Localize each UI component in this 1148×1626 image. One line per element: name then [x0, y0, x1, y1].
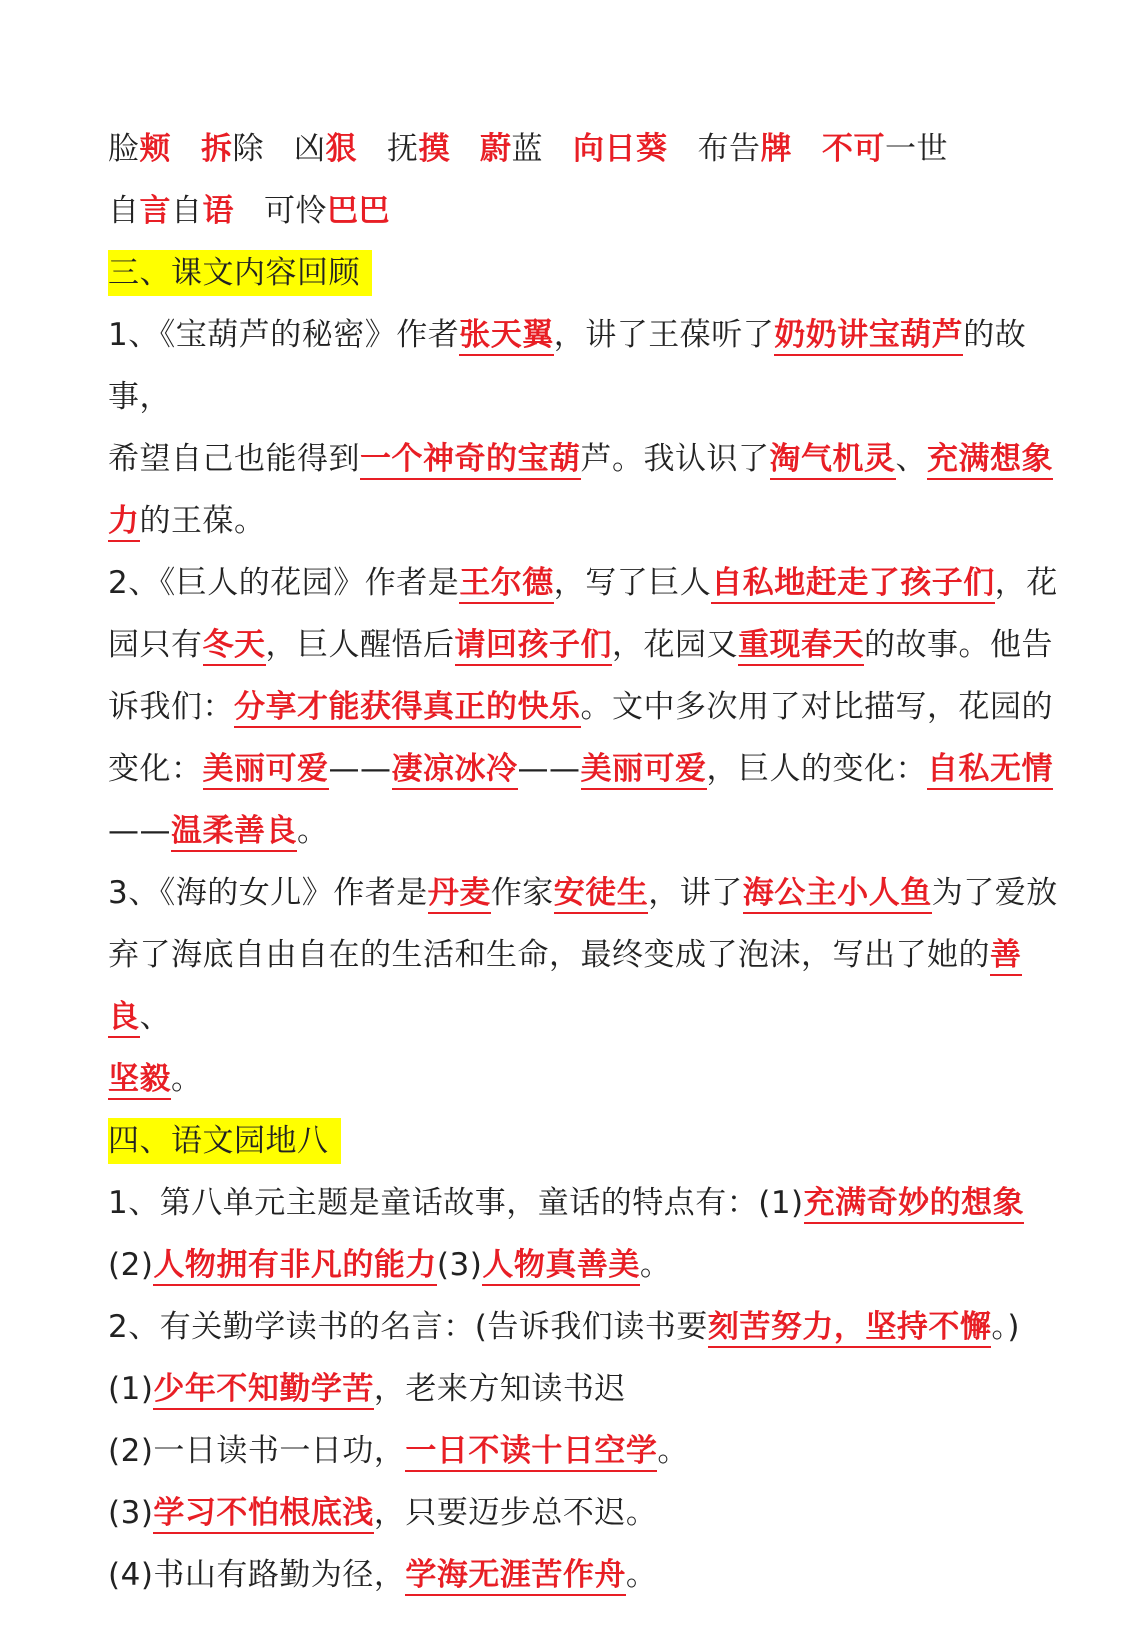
word-red: 不可 — [822, 131, 885, 167]
answer: 凄凉冰冷 — [392, 751, 518, 790]
answer: 善良 — [108, 937, 1022, 1038]
text: ，巨人醒悟后 — [265, 627, 455, 663]
text: —— — [517, 751, 581, 787]
text: 。文中多次用了对比描写，花园的 — [580, 689, 1053, 725]
vocab-word — [264, 193, 390, 229]
text: 。 — [625, 1557, 658, 1593]
section-3-paragraph-1 — [108, 304, 1083, 552]
section-3-heading: 三、课文内容回顾 — [108, 250, 372, 296]
text: 。 — [639, 1247, 672, 1283]
section-3-paragraph-2 — [108, 552, 1083, 862]
answer: 美丽可爱 — [203, 751, 329, 790]
text: —— — [328, 751, 392, 787]
section-3-heading-row — [108, 242, 1083, 304]
text: 为了爱放 — [931, 875, 1058, 911]
word-red: 语 — [202, 193, 234, 229]
section-4-heading: 四、语文园地八 — [108, 1118, 341, 1164]
answer: 淘气机灵 — [770, 441, 896, 480]
word-plain: 脸 — [108, 131, 140, 167]
answer: 温柔善良 — [171, 813, 297, 852]
vocab-line-1 — [108, 118, 1083, 180]
text: ，讲了 — [648, 875, 743, 911]
text: 芦。我认识了 — [580, 441, 770, 477]
word-plain: 蓝 — [511, 131, 543, 167]
word-red: 狠 — [325, 131, 357, 167]
text: ，讲了王葆听了 — [553, 317, 775, 353]
answer: 学海无涯苦作舟 — [405, 1557, 626, 1596]
word-red: 言 — [139, 193, 171, 229]
quote-4 — [108, 1544, 1083, 1606]
text: 。 — [297, 813, 329, 849]
text: 诉我们： — [108, 689, 234, 725]
word-plain: 可怜 — [264, 193, 327, 229]
answer: 自私地赶走了孩子们 — [711, 565, 995, 604]
quote-1 — [108, 1358, 1083, 1420]
text: 弃了海底自由自在的生活和生命，最终变成了泡沫，写出了她的 — [108, 937, 990, 973]
text: ，花园又 — [612, 627, 738, 663]
answer: 力 — [108, 503, 140, 542]
text: 变化： — [108, 751, 203, 787]
word-plain: 抚 — [387, 131, 419, 167]
text: 、 — [139, 999, 171, 1035]
text: ，巨人的变化： — [706, 751, 927, 787]
text: (2) — [108, 1247, 154, 1283]
text: (3) — [436, 1247, 483, 1283]
quote-3 — [108, 1482, 1083, 1544]
answer: 重现春天 — [738, 627, 864, 666]
answer: 王尔德 — [459, 565, 554, 604]
answer: 人物真善美 — [482, 1247, 640, 1286]
answer: 刻苦努力，坚持不懈 — [708, 1309, 992, 1348]
word-plain: 一世 — [885, 131, 948, 167]
text: 。 — [657, 1433, 689, 1469]
answer: 充满想象 — [927, 441, 1053, 480]
text: 1、《宝葫芦的秘密》作者 — [108, 317, 460, 353]
text: 2、《巨人的花园》作者是 — [108, 565, 460, 601]
word-plain: 布告 — [697, 131, 761, 167]
vocab-word — [294, 131, 357, 167]
text: ，只要迈步总不迟。 — [373, 1495, 658, 1531]
vocab-word — [480, 131, 543, 167]
text: 、 — [895, 441, 927, 477]
word-red: 颊 — [139, 131, 171, 167]
word-red: 拆 — [201, 131, 233, 167]
text: 3、《海的女儿》作者是 — [108, 875, 428, 911]
text: ，花 — [994, 565, 1058, 601]
text: (4)书山有路勤为径， — [108, 1557, 406, 1593]
word-red: 向日葵 — [573, 131, 668, 167]
answer: 张天翼 — [459, 317, 554, 356]
word-red: 蔚 — [480, 131, 512, 167]
word-plain: 除 — [232, 131, 264, 167]
section-3-paragraph-3 — [108, 862, 1083, 1110]
answer: 少年不知勤学苦 — [153, 1371, 374, 1410]
vocab-line-2 — [108, 180, 1083, 242]
word-red: 摸 — [418, 131, 450, 167]
answer: 一日不读十日空学 — [405, 1433, 657, 1472]
text: 2、有关勤学读书的名言：(告诉我们读书要 — [108, 1309, 708, 1345]
text: 1、第八单元主题是童话故事，童话的特点有：(1) — [108, 1185, 804, 1221]
answer: 充满奇妙的想象 — [804, 1185, 1025, 1224]
text: 希望自己也能得到 — [108, 441, 360, 477]
text: ，写了巨人 — [553, 565, 712, 601]
text: 的故事。他告 — [864, 627, 1053, 663]
answer: 坚毅 — [108, 1061, 171, 1100]
vocab-word — [201, 131, 264, 167]
vocab-word — [822, 131, 948, 167]
answer: 自私无情 — [927, 751, 1053, 790]
section-4-paragraph-1 — [108, 1172, 1083, 1296]
answer: 请回孩子们 — [455, 627, 613, 666]
text: (1) — [108, 1371, 154, 1407]
text: ，老来方知读书迟 — [373, 1371, 626, 1407]
answer: 学习不怕根底浅 — [153, 1495, 374, 1534]
answer: 美丽可爱 — [581, 751, 707, 790]
text: 园只有 — [108, 627, 203, 663]
text: —— — [108, 813, 171, 849]
answer: 奶奶讲宝葫芦 — [774, 317, 963, 356]
word-plain: 凶 — [294, 131, 326, 167]
answer: 冬天 — [203, 627, 266, 666]
vocab-word — [698, 131, 793, 167]
vocab-word — [108, 131, 171, 167]
answer: 海公主小人鱼 — [743, 875, 932, 914]
text: 。 — [171, 1061, 203, 1097]
text: 的故事， — [108, 317, 1027, 415]
text: (3) — [108, 1495, 154, 1531]
answer: 安徒生 — [554, 875, 649, 914]
word-red: 牌 — [760, 131, 792, 167]
text: (2)一日读书一日功， — [108, 1433, 406, 1469]
answer: 分享才能获得真正的快乐 — [234, 689, 581, 728]
word-red: 巴巴 — [327, 193, 390, 229]
section-4-paragraph-2 — [108, 1296, 1083, 1358]
text: 作家 — [490, 875, 554, 911]
word-plain: 自 — [108, 193, 140, 229]
text: 。) — [991, 1309, 1020, 1345]
quote-2 — [108, 1420, 1083, 1482]
answer: 人物拥有非凡的能力 — [153, 1247, 437, 1286]
vocab-word — [573, 131, 668, 167]
vocab-word — [108, 193, 234, 229]
answer: 一个神奇的宝葫 — [360, 441, 581, 480]
section-4-heading-row — [108, 1110, 1083, 1172]
worksheet-page — [108, 118, 1083, 1606]
vocab-word — [387, 131, 450, 167]
text: 的王葆。 — [139, 503, 266, 539]
word-plain: 自 — [171, 193, 203, 229]
answer: 丹麦 — [428, 875, 491, 914]
